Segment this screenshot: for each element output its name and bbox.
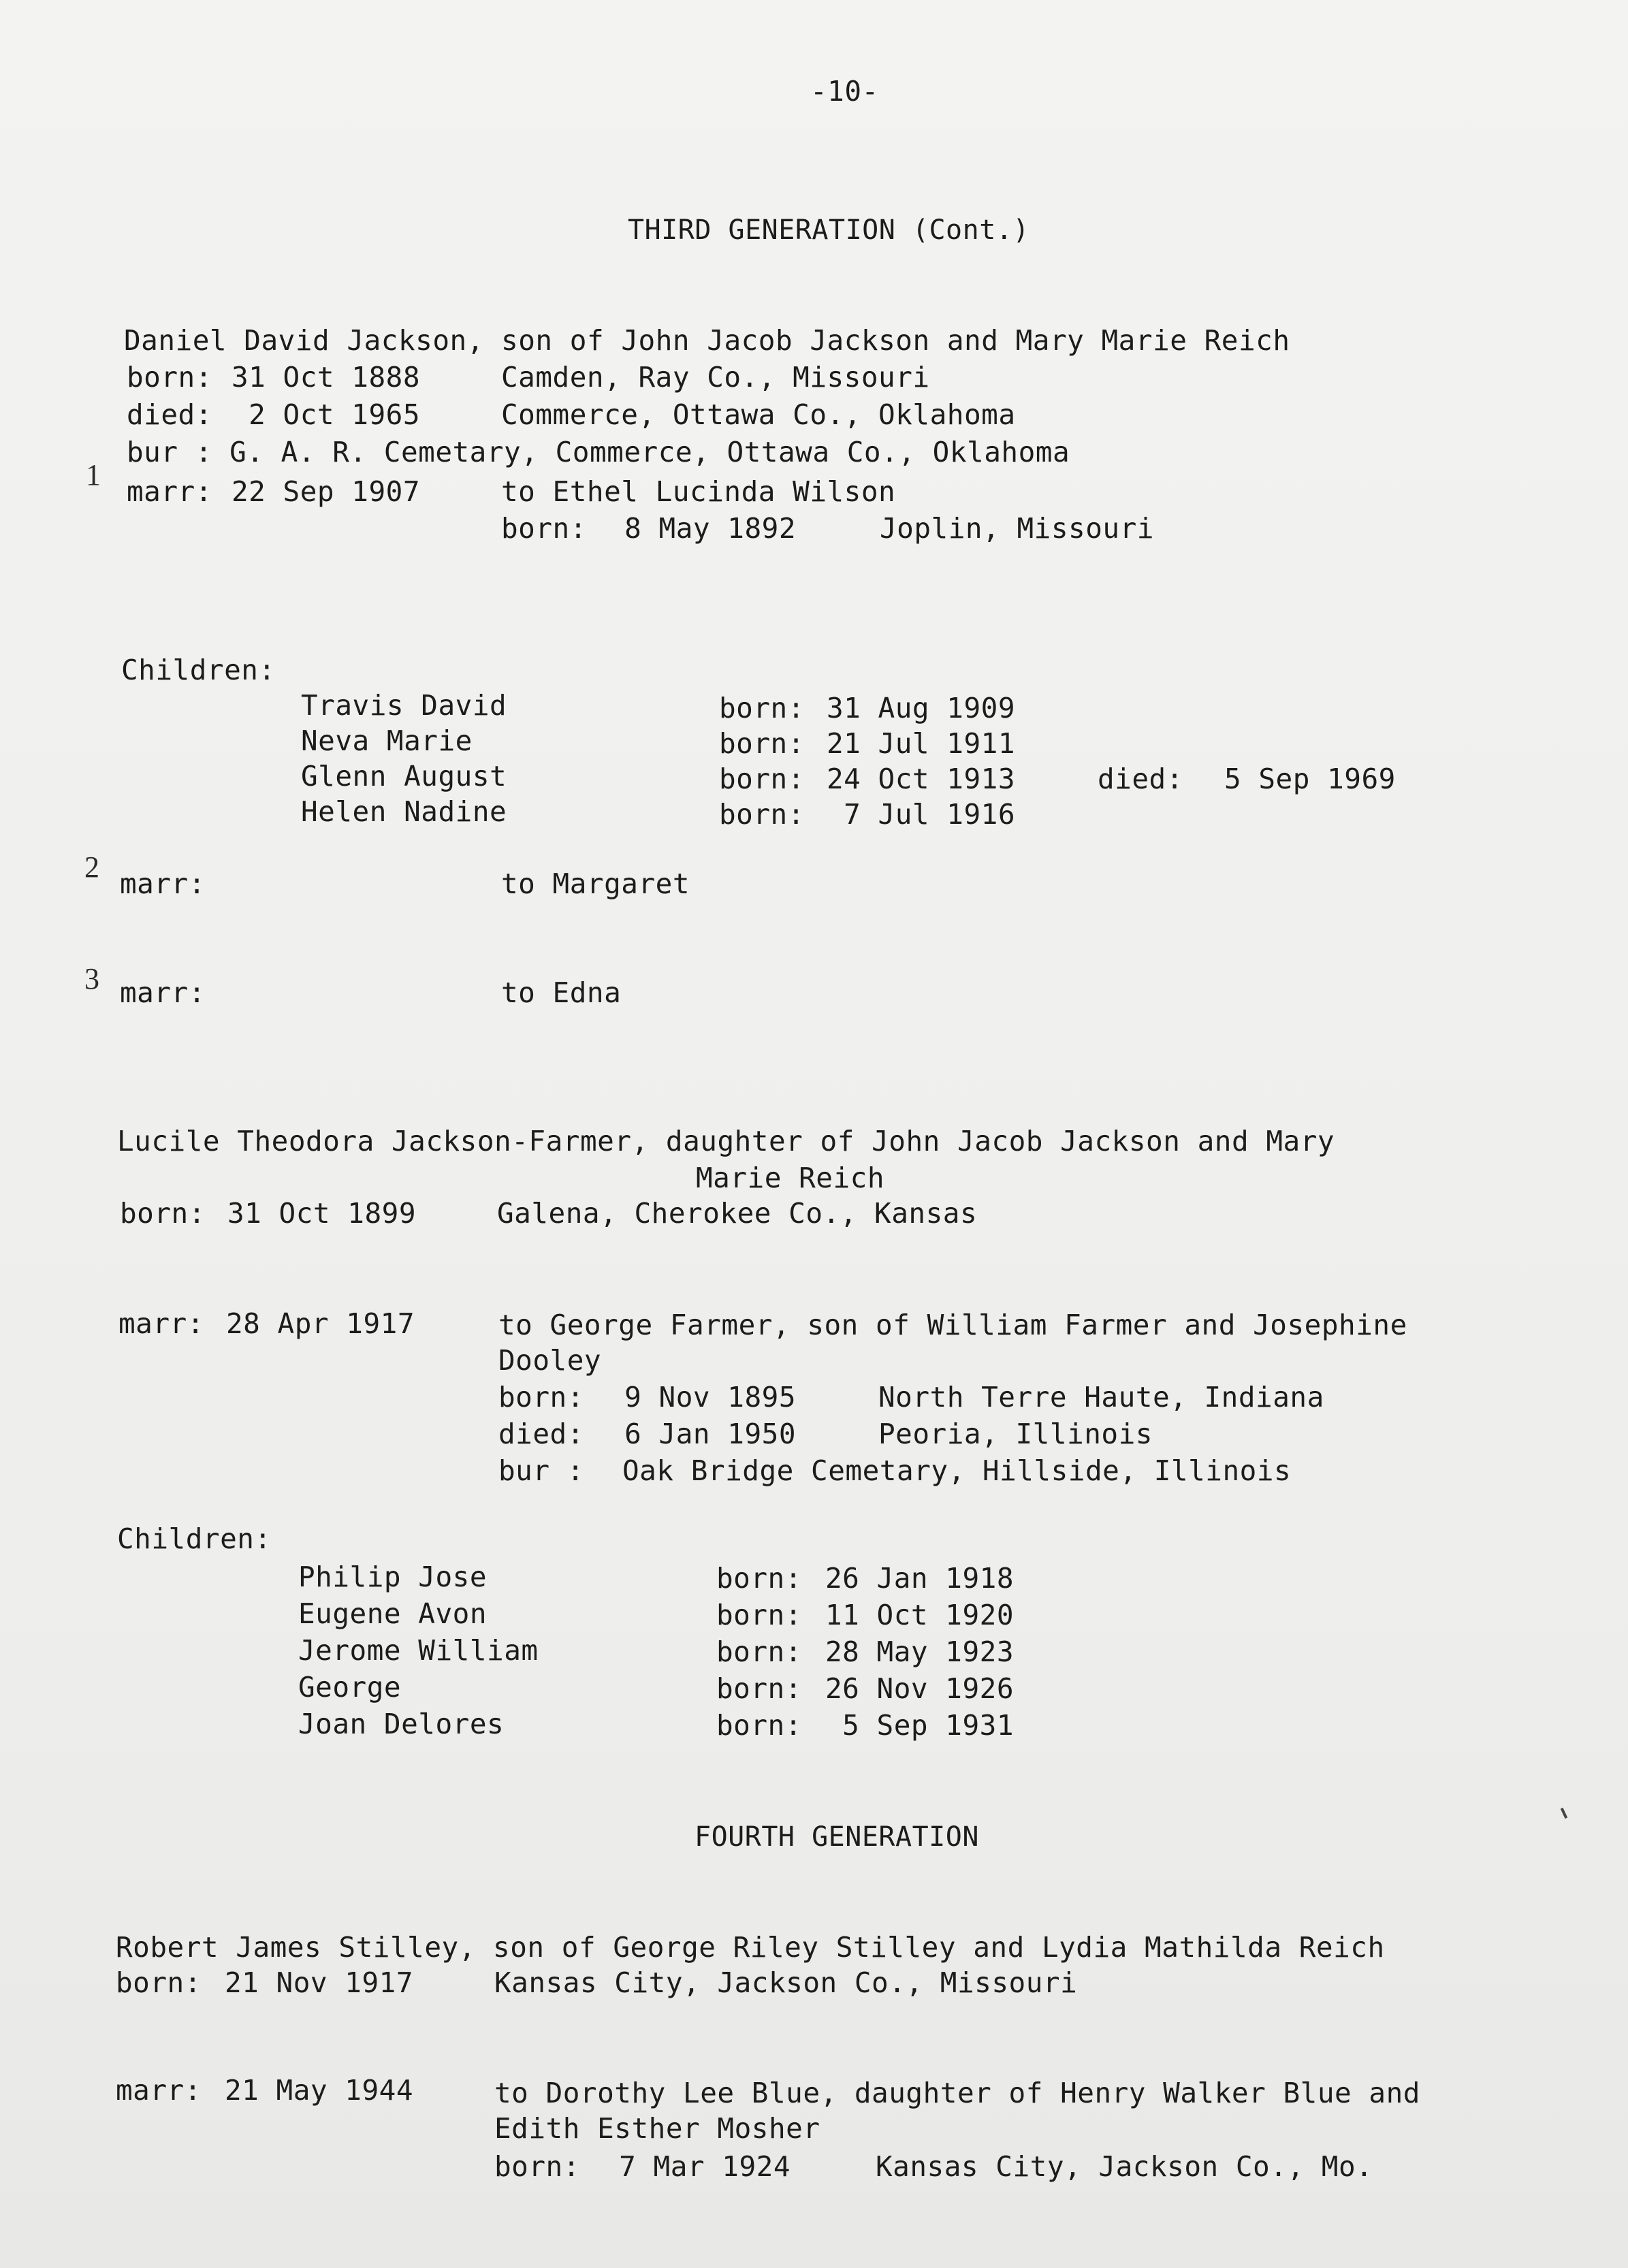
child-born-date: 26 Nov 1926 — [825, 1672, 1015, 1705]
died-date: 2 Oct 1965 — [232, 398, 421, 431]
spouse-died-label: died: — [498, 1418, 584, 1450]
child-name: Travis David — [301, 689, 507, 722]
child-born-label: born: — [719, 692, 805, 724]
marriage-label: marr: — [116, 2074, 202, 2107]
child-name: Eugene Avon — [298, 1597, 488, 1630]
child-born-date: 28 May 1923 — [825, 1635, 1015, 1668]
born-date: 21 Nov 1917 — [225, 1966, 414, 1999]
marriage-label: marr: — [120, 976, 206, 1009]
marriage-label: marr: — [127, 475, 212, 508]
child-born-label: born: — [719, 763, 805, 795]
born-date: 31 Oct 1899 — [227, 1197, 417, 1230]
marriage-label: marr: — [120, 867, 206, 900]
child-born-date: 11 Oct 1920 — [825, 1599, 1015, 1631]
stray-mark — [1561, 1808, 1567, 1819]
marriage-date: 22 Sep 1907 — [232, 475, 421, 508]
child-name: Glenn August — [301, 760, 507, 793]
spouse-born-label: born: — [498, 1381, 584, 1413]
born-label: born: — [127, 361, 212, 394]
entry-intro-continued: Marie Reich — [696, 1162, 885, 1194]
child-name: George — [298, 1671, 402, 1704]
child-died-date: 5 Sep 1969 — [1224, 763, 1396, 795]
spouse-died-place: Peoria, Illinois — [878, 1418, 1153, 1450]
spouse-name-continued: Edith Esther Mosher — [494, 2112, 820, 2145]
spouse-born-date: 7 Mar 1924 — [602, 2150, 791, 2183]
spouse-name-continued: Dooley — [498, 1344, 602, 1377]
spouse-died-date: 6 Jan 1950 — [607, 1418, 797, 1450]
spouse-born-date: 8 May 1892 — [607, 512, 797, 545]
marriage-date: 21 May 1944 — [225, 2074, 414, 2107]
child-born-label: born: — [716, 1635, 802, 1668]
child-name: Neva Marie — [301, 724, 473, 757]
child-born-label: born: — [716, 1562, 802, 1595]
burial-line: bur : G. A. R. Cemetary, Commerce, Ottawa Co., Oklahoma — [127, 436, 1070, 468]
born-place: Kansas City, Jackson Co., Missouri — [494, 1966, 1078, 1999]
spouse-born-date: 9 Nov 1895 — [607, 1381, 797, 1413]
spouse-born-place: North Terre Haute, Indiana — [878, 1381, 1324, 1413]
child-born-date: 24 Oct 1913 — [827, 763, 1016, 795]
marriage-number-1: 1 — [86, 458, 101, 492]
child-born-label: born: — [719, 798, 805, 831]
child-born-label: born: — [716, 1599, 802, 1631]
born-place: Camden, Ray Co., Missouri — [501, 361, 930, 394]
spouse-born-place: Joplin, Missouri — [880, 512, 1154, 545]
children-label: Children: — [117, 1522, 272, 1555]
spouse-burial-place: Oak Bridge Cemetary, Hillside, Illinois — [622, 1454, 1292, 1487]
died-label: died: — [127, 398, 212, 431]
page-number: -10- — [810, 75, 879, 108]
child-born-date: 26 Jan 1918 — [825, 1562, 1015, 1595]
spouse-name: to Ethel Lucinda Wilson — [501, 475, 896, 508]
spouse-burial-label: bur : — [498, 1454, 584, 1487]
marriage-label: marr: — [118, 1307, 204, 1340]
child-died-label: died: — [1098, 763, 1183, 795]
child-born-date: 5 Sep 1931 — [825, 1709, 1015, 1742]
child-born-date: 7 Jul 1916 — [827, 798, 1016, 831]
marriage-number-2: 2 — [84, 850, 100, 884]
child-born-label: born: — [719, 727, 805, 760]
marriage-date: 28 Apr 1917 — [226, 1307, 415, 1340]
child-born-label: born: — [716, 1672, 802, 1705]
spouse-name: to Margaret — [501, 867, 690, 900]
entry-intro: Daniel David Jackson, son of John Jacob Jackson and Mary Marie Reich — [124, 324, 1290, 357]
child-born-date: 31 Aug 1909 — [827, 692, 1016, 724]
child-name: Joan Delores — [298, 1708, 505, 1740]
died-place: Commerce, Ottawa Co., Oklahoma — [501, 398, 1016, 431]
spouse-born-place: Kansas City, Jackson Co., Mo. — [876, 2150, 1373, 2183]
section-heading-fourth-generation: FOURTH GENERATION — [695, 1821, 979, 1853]
child-name: Philip Jose — [298, 1561, 488, 1593]
child-born-label: born: — [716, 1709, 802, 1742]
spouse-born-label: born: — [494, 2150, 580, 2183]
spouse-name: to George Farmer, son of William Farmer and Josephine — [498, 1309, 1407, 1341]
marriage-number-3: 3 — [84, 962, 100, 995]
child-name: Helen Nadine — [301, 795, 507, 828]
entry-intro: Robert James Stilley, son of George Riley Stilley and Lydia Mathilda Reich — [116, 1931, 1385, 1964]
born-date: 31 Oct 1888 — [232, 361, 421, 394]
born-place: Galena, Cherokee Co., Kansas — [497, 1197, 978, 1230]
spouse-born-label: born: — [501, 512, 587, 545]
spouse-name: to Edna — [501, 976, 622, 1009]
born-label: born: — [120, 1197, 206, 1230]
section-heading-third-generation: THIRD GENERATION (Cont.) — [628, 214, 1030, 246]
entry-intro: Lucile Theodora Jackson-Farmer, daughter of John Jacob Jackson and Mary — [117, 1125, 1335, 1157]
children-label: Children: — [121, 654, 276, 686]
child-name: Jerome William — [298, 1634, 539, 1667]
child-born-date: 21 Jul 1911 — [827, 727, 1016, 760]
spouse-name: to Dorothy Lee Blue, daughter of Henry Walker Blue and — [494, 2077, 1420, 2109]
born-label: born: — [116, 1966, 202, 1999]
